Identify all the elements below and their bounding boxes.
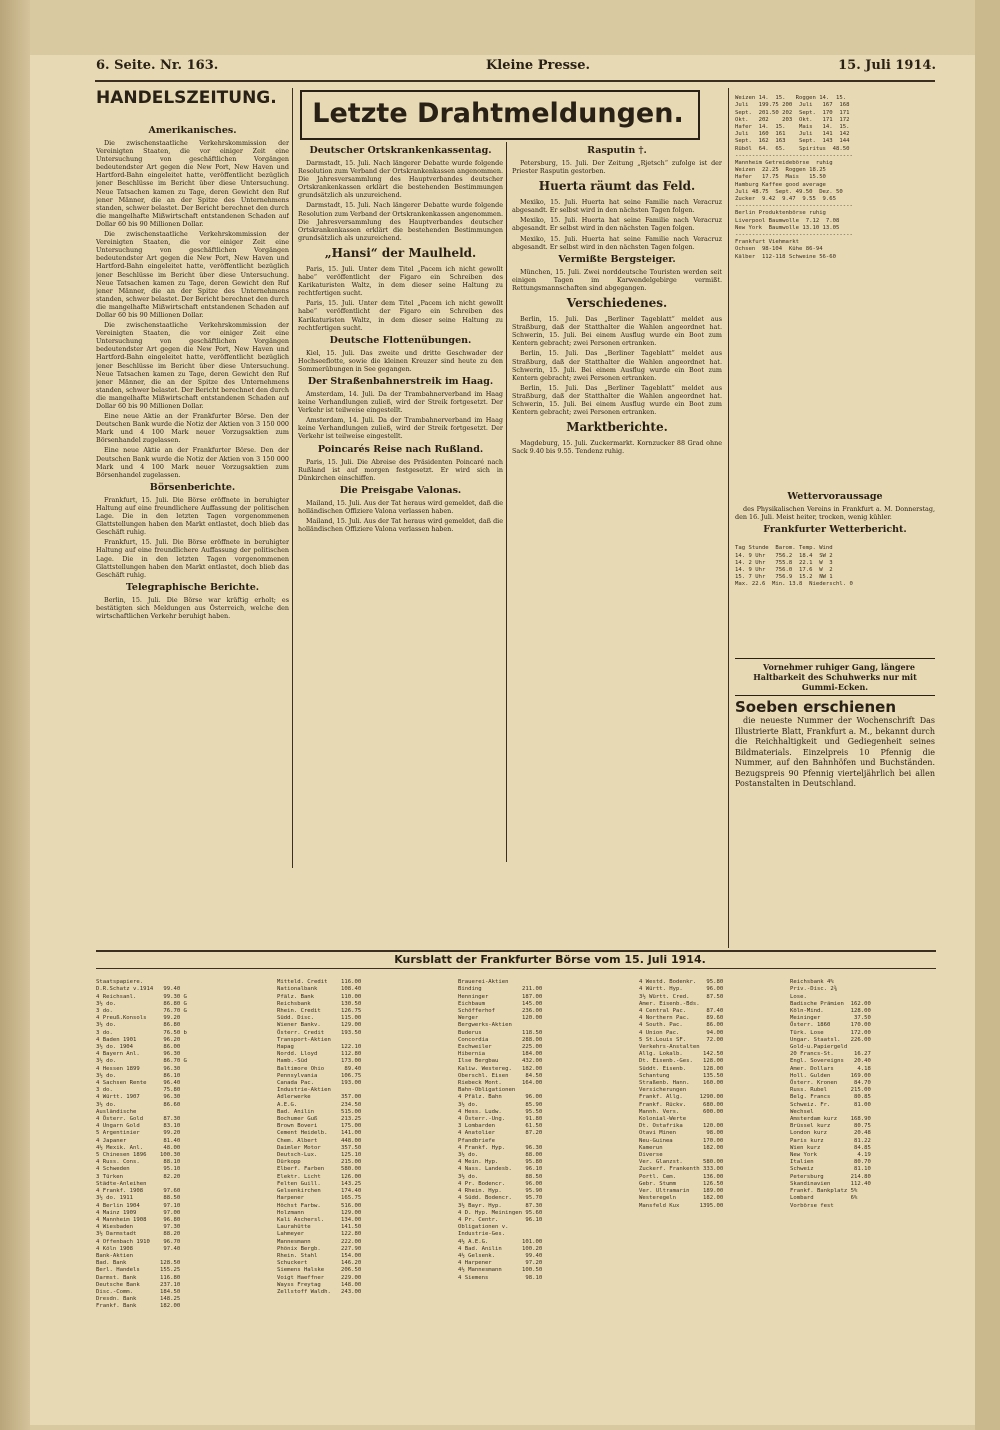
article-text: Mexiko, 15. Juli. Huerta hat seine Familie nach Veracruz abgesandt. Er selbst wird in den nächsten Tagen folgen.	[512, 198, 722, 215]
right-column	[512, 142, 722, 862]
column-divider	[506, 142, 507, 862]
page-edge-right	[975, 0, 1000, 1430]
article-text: Darmstadt, 15. Juli. Nach längerer Debatte wurde folgende Resolution zum Verband der Ortskrankenkassen angenommen. Die Jahresversammlung des Hauptverbandes deutscher Ortskrankenkassen erklärt die bestehenden Bestimmungen grundsätzlich als unzureichend.	[298, 159, 503, 200]
article-heading: Wettervoraussage	[787, 491, 883, 502]
page-number: 6. Seite. Nr. 163.	[96, 58, 219, 73]
article-heading: Verschiedenes.	[566, 296, 668, 311]
paper-name: Kleine Presse.	[486, 58, 591, 73]
article-heading: „Hansi“ der Maulheld.	[324, 245, 477, 260]
article-text: Paris, 15. Juli. Unter dem Titel „Pacem ich nicht gewollt habe“ veröffentlicht der Figaro ein Schreiben des Karikaturisten Waltz, in dem dieser seine Haltung zu rechtfertigen sucht.	[298, 264, 503, 298]
article-text: Mailand, 15. Juli. Aus der Tat heraus wird gemeldet, daß die holländischen Offiziere Valona verlassen haben.	[298, 498, 503, 515]
article-heading: Börsenberichte.	[149, 481, 236, 493]
article-text: Die zwischenstaatliche Verkehrskommission der Vereinigten Staaten, die vor einiger Zeit eine Untersuchung von geschäftlichen Vorgängen bedeutendster Art gegen die New Port, New Haven und Hartford-Bahn eingeleitet hatte, veröffentlicht bezüglich jener Beschlüsse im Bericht über diese Untersuchung. Neue Tatsachen kamen zu Tage, deren Gewicht den Ruf jener Männer, die an der Spitze des Unternehmens standen, schwer belastet. Der Bericht berechnet den durch die mangelhafte Mißwirtschaft entstandenen Schaden auf Dollar 60 bis 90 Millionen Dollar.	[96, 230, 289, 319]
page-header	[96, 58, 936, 80]
article-text: Amsterdam, 14. Juli. Da der Trambahnerverband im Haag keine Verhandlungen zuließ, wird der Streik fortgesetzt. Der Verkehr ist teilweise eingestellt.	[298, 416, 503, 441]
kurs-col-4: 4 Westd. Bodenkr. 95.80 4 Württ. Hyp. 96.00 3½ Württ. Cred. 87.50 Amer. Eisenb.-Bds. 4 Central Pac. 87.40 4 Northern Pac. 89.60 4 South. Pac. 86.00 4 Union Pac. 94.00 5 St.Louis SF. 72.00 Verkehrs-Anstalten Allg. Lokalb. 142.50 Dt. Eisenb.-Ges. 128.00 Süddt. Eisenb. 128.00 Schantung 135.50 Straßenb. Hann. 160.00 Versicherungen Frankf. Allg. 1290.00 Frankf. Rückv. 680.00 Mannh. Vers. 600.00 Kolonial-Werte Dt. Ostafrika 120.00 Otavi Minen 98.00 Neu-Guinea 170.00 Kamerun 182.00 Diverse Ver. Glanzst. 580.00 Zuckerf. Frankenth 333.00 Portl. Cem. 136.00 Gebr. Stumm 126.50 Ver. Ultramarin 189.00 Westeregeln 182.00 Mansfeld Kux 1395.00	[639, 979, 724, 1209]
article-text: des Physikalischen Vereins in Frankfurt a. M. Donnerstag, den 16. Juli. Meist heiter, trocken, wenig kühler.	[735, 505, 935, 522]
article-text: Eine neue Aktie an der Frankfurter Börse. Den der Deutschen Bank wurde die Notiz der Aktien von 3 150 000 Mark und 4 100 Mark neuer Vorzugsaktien zum Börsenhandel zugelassen.	[96, 412, 289, 445]
article-text: Kiel, 15. Juli. Das zweite und dritte Geschwader der Hochseeflotte, sowie die kleinen Kreuzer sind heute zu den Sommerübungen in See gegangen.	[298, 348, 503, 373]
ad-gummi-ecken: Vornehmer ruhiger Gang, längere Haltbarkeit des Schuhwerks nur mit Gummi-Ecken.	[735, 658, 935, 696]
article-text: Berlin, 15. Juli. Das „Berliner Tageblatt“ meldet aus Straßburg, daß der Statthalter die Wahlen angeordnet hat. Schwerin, 15. Juli. Bei einem Ausflug wurde ein Boot zum Kentern gebracht; zwei Personen ertranken.	[512, 383, 722, 417]
article-heading: Huerta räumt das Feld.	[538, 179, 696, 194]
kursblatt-rule	[96, 968, 936, 969]
article-text: Petersburg, 15. Juli. Der Zeitung „Rjetsch“ zufolge ist der Priester Rasputin gestorben.	[512, 159, 722, 176]
article-heading: Der Straßenbahnerstreik im Haag.	[307, 375, 494, 387]
kurs-col-5: Reichsbank 4% Priv.-Disc. 2⅜ Lose. Badische Prämien 162.00 Köln-Mind. 128.00 Meininger 37.50 Österr. 1860 170.00 Türk. Lose 172.00 Ungar. Staatsl. 226.00 Gold-u.Papiergeld 20 Francs-St. 16.27 Engl. Sovereigns 20.40 Amer. Dollars 4.18 Holl. Gulden 169.00 Österr. Kronen 84.70 Russ. Rubel 215.00 Belg. Francs 80.85 Schweiz. Fr. 81.00 Wechsel Amsterdam kurz 168.90 Brüssel kurz 80.75 London kurz 20.48 Paris kurz 81.22 Wien kurz 84.85 New York 4.19 Italien 80.70 Schweiz 81.10 Petersburg 214.80 Skandinavien 112.40 Frankf. Bankplatz 5% Lombard 6% Vorbörse fest	[790, 979, 871, 1209]
kurs-col-2: Mitteld. Credit 116.00 Nationalbank 108.40 Pfälz. Bank 110.00 Reichsbank 130.50 Rhein. Credit 126.75 Südd. Disc. 115.00 Wiener Bankv. 129.00 Österr. Credit 193.50 Transport-Aktien Hapag 122.10 Nordd. Lloyd 112.80 Hamb.-Süd 173.00 Baltimore Ohio 89.40 Pennsylvania 106.75 Canada Pac. 193.00 Industrie-Aktien Adlerwerke 357.00 A.E.G. 234.50 Bad. Anilin 515.00 Bochumer Guß 213.25 Brown Boveri 175.00 Cement Heidelb. 141.00 Chem. Albert 448.00 Daimler Motor 357.50 Deutsch-Lux. 125.10 Dürkopp 215.00 Elberf. Farben 580.00 Elektr. Licht 126.00 Felten Guill. 143.25 Gelsenkirchen 174.40 Harpener 165.75 Höchst Farbw. 516.00 Holzmann 129.00 Kali Aschersl. 134.00 Laurahütte 141.50 Lahmeyer 122.80 Mannesmann 222.00 Phönix Bergb. 227.90 Rhein. Stahl 154.00 Schuckert 146.20 Siemens Halske 206.50 Voigt Haeffner 229.00 Wayss Freytag 148.00 Zellstoff Waldh. 243.00	[277, 979, 362, 1295]
article-heading: Marktberichte.	[566, 420, 668, 435]
article-text: Berlin, 15. Juli. Das „Berliner Tageblatt“ meldet aus Straßburg, daß der Statthalter die Wahlen angeordnet hat. Schwerin, 15. Juli. Bei einem Ausflug wurde ein Boot zum Kentern gebracht; zwei Personen ertranken.	[512, 349, 722, 382]
article-text: Mailand, 15. Juli. Aus der Tat heraus wird gemeldet, daß die holländischen Offiziere Valona verlassen haben.	[298, 517, 503, 534]
article-text: Magdeburg, 15. Juli. Zuckermarkt. Kornzucker 88 Grad ohne Sack 9.40 bis 9.55. Tendenz ruhig.	[512, 439, 722, 456]
article-text: Frankfurt, 15. Juli. Die Börse eröffnete in beruhigter Haltung auf eine freundlichere Auffassung der politischen Lage. Die in den letzten Tagen vorgenommenen Glattstellungen haben den Markt entlastet, doch blieb das Geschäft ruhig.	[96, 538, 289, 579]
ad-text: die neueste Nummer der Wochenschrift Das Illustrierte Blatt, Frankfurt a. M., bekannt durch die Reichhaltigkeit und Gediegenheit seines Bildmaterials. Einzelpreis 10 Pfennig die Nummer, auf den Bahnhöfen und Buchständen. Bezugspreis 90 Pfennig vierteljährlich bei allen Postanstalten in Deutschland.	[735, 716, 935, 789]
article-text: Darmstadt, 15. Juli. Nach längerer Debatte wurde folgende Resolution zum Verband der Ortskrankenkassen angenommen. Die Jahresversammlung des Hauptverbandes deutscher Ortskrankenkassen erklärt die bestehenden Bestimmungen grundsätzlich als unzureichend.	[298, 201, 503, 242]
far-right-column	[735, 88, 935, 948]
article-text: Berlin, 15. Juli. Das „Berliner Tageblatt“ meldet aus Straßburg, daß der Statthalter die Wahlen angeordnet hat. Schwerin, 15. Juli. Bei einem Ausflug wurde ein Boot zum Kentern gebracht; zwei Personen ertranken.	[512, 315, 722, 348]
drahtmeldungen-banner: Letzte Drahtmeldungen.	[312, 98, 684, 129]
article-heading: Vermißte Bergsteiger.	[558, 253, 676, 265]
article-heading: Poincarés Reise nach Rußland.	[317, 443, 484, 455]
handelszeitung-masthead: HANDELSZEITUNG.	[96, 88, 277, 108]
left-column	[96, 122, 289, 882]
article-text: München, 15. Juli. Zwei norddeutsche Touristen werden seit einigen Tagen im Karwendelgebirge vermißt. Rettungsmannschaften sind abgegangen.	[512, 267, 722, 292]
column-divider	[728, 88, 729, 948]
article-text: Berlin, 15. Juli. Die Börse war kräftig erholt; es bestätigten sich Meldungen aus Österreich, welche den wirtschaftlichen Verkehr beruhigt haben.	[96, 595, 289, 620]
kursblatt-rule	[96, 950, 936, 952]
article-text: Paris, 15. Juli. Die Abreise des Präsidenten Poincaré nach Rußland ist auf morgen festgesetzt. Er wird sich in Dünkirchen einschiffen.	[298, 457, 503, 482]
article-heading: Rasputin †.	[587, 145, 647, 156]
article-heading: Die Preisgabe Valonas.	[339, 484, 462, 496]
kursblatt-title: Kursblatt der Frankfurter Börse vom 15. Juli 1914.	[394, 953, 706, 966]
article-text: Paris, 15. Juli. Unter dem Titel „Pacem ich nicht gewollt habe“ veröffentlicht der Figaro ein Schreiben des Karikaturisten Waltz, in dem dieser seine Haltung zu rechtfertigen sucht.	[298, 299, 503, 332]
ad-title: Soeben erschienen	[735, 698, 897, 717]
middle-column	[298, 142, 503, 862]
page-edge-left	[0, 0, 30, 1430]
article-heading: Deutsche Flottenübungen.	[329, 334, 472, 346]
column-divider	[292, 88, 293, 868]
article-text: Mexiko, 15. Juli. Huerta hat seine Familie nach Veracruz abgesandt. Er selbst wird in den nächsten Tagen folgen.	[512, 234, 722, 251]
article-text: Frankfurt, 15. Juli. Die Börse eröffnete in beruhigter Haltung auf eine freundlichere Auffassung der politischen Lage. Die in den letzten Tagen vorgenommenen Glattstellungen haben den Markt entlastet, doch blieb das Geschäft ruhig.	[96, 495, 289, 537]
article-heading: Frankfurter Wetterbericht.	[763, 524, 907, 536]
article-text: Eine neue Aktie an der Frankfurter Börse. Den der Deutschen Bank wurde die Notiz der Aktien von 3 150 000 Mark und 4 100 Mark neuer Vorzugsaktien zum Börsenhandel zugelassen.	[96, 446, 289, 479]
article-text: Mexiko, 15. Juli. Huerta hat seine Familie nach Veracruz abgesandt. Er selbst wird in den nächsten Tagen folgen.	[512, 216, 722, 233]
article-text: Die zwischenstaatliche Verkehrskommission der Vereinigten Staaten, die vor einiger Zeit eine Untersuchung von geschäftlichen Vorgängen bedeutendster Art gegen die New Port, New Haven und Hartford-Bahn eingeleitet hatte, veröffentlicht bezüglich jener Beschlüsse im Bericht über diese Untersuchung. Neue Tatsachen kamen zu Tage, deren Gewicht den Ruf jener Männer, die an der Spitze des Unternehmens standen, schwer belastet. Der Bericht berechnet den durch die mangelhafte Mißwirtschaft entstandenen Schaden auf Dollar 60 bis 90 Millionen Dollar.	[96, 321, 289, 410]
issue-date: 15. Juli 1914.	[838, 58, 936, 73]
article-text: Die zwischenstaatliche Verkehrskommission der Vereinigten Staaten, die vor einiger Zeit eine Untersuchung von geschäftlichen Vorgängen bedeutendster Art gegen die New Port, New Haven und Hartford-Bahn eingeleitet hatte, veröffentlicht bezüglich jener Beschlüsse im Bericht über diese Untersuchung. Neue Tatsachen kamen zu Tage, deren Gewicht den Ruf jener Männer, die an der Spitze des Unternehmens standen, schwer belastet. Der Bericht berechnet den durch die mangelhafte Mißwirtschaft entstandenen Schaden auf Dollar 60 bis 90 Millionen Dollar.	[96, 139, 289, 228]
header-rule	[95, 80, 935, 82]
article-text: Amsterdam, 14. Juli. Da der Trambahnerverband im Haag keine Verhandlungen zuließ, wird der Streik fortgesetzt. Der Verkehr ist teilweise eingestellt.	[298, 389, 503, 415]
kurs-col-3: Brauerei-Aktien Binding 211.00 Henninger 187.00 Eichbaum 145.00 Schöfferhof 236.00 Werger 120.00 Bergwerks-Aktien Buderus 118.50 Concordia 288.00 Eschweiler 225.00 Hibernia 184.00 Ilse Bergbau 432.00 Kaliw. Westereg. 182.00 Oberschl. Eisen 84.50 Riebeck Mont. 164.00 Bahn-Obligationen 4 Pfälz. Bahn 96.00 3½ do. 85.90 4 Hess. Ludw. 95.50 4 Österr.-Ung. 91.80 3 Lombarden 61.50 4 Anatolier 87.20 Pfandbriefe 4 Frankf. Hyp. 96.30 3½ do. 88.00 4 Mein. Hyp. 95.80 4 Nass. Landesb. 96.10 3½ do. 88.50 4 Pr. Bodencr. 96.00 4 Rhein. Hyp. 95.90 4 Südd. Bodencr. 95.70 3½ Bayr. Hyp. 87.30 4 D. Hyp. Meiningen 95.60 4 Pr. Centr. 96.10 Obligationen v. Industrie-Ges. 4½ A.E.G. 101.00 4 Bad. Anilin 100.20 4½ Gelsenk. 99.40 4 Harpener 97.20 4½ Mannesmann 100.50 4 Siemens 98.10	[458, 979, 543, 1281]
market-tables: Weizen 14. 15. Roggen 14. 15. Juli 199.75 200 Juli 167 168 Sept. 201.50 202 Sept. 170 171 Okt. 202 203 Okt. 171 172 Hafer 14. 15. Mais 14. 15. Juli 160 161 Juli 141 142 Sept. 162 163 Sept. 143 144 Rüböl 64. 65. Spiritus 48.50 ----------------------------------- Mannheim Getreidebörse ruhig Weizen 22.25 Roggen 18.25 Hafer 17.75 Mais 15.50 Hamburg Kaffee good average Juli 48.75 Sept. 49.50 Dez. 50 Zucker 9.42 9.47 9.55 9.65 ----------------------------------- Berlin Produktenbörse ruhig Liverpool Baumwolle 7.12 7.08 New York Baumwolle 13.10 13.05 ----------------------------------- Frankfurt Viehmarkt Ochsen 98-104 Kühe 86-94 Kälber 112-118 Schweine 56-60	[735, 95, 853, 260]
weather-table: Tag Stunde Barom. Temp. Wind 14. 9 Uhr 756.2 18.4 SW 2 14. 2 Uhr 755.8 22.1 W 3 14. 9 Uhr 756.0 17.6 W 2 15. 7 Uhr 756.9 15.2 NW 1 Max. 22.6 Min. 13.8 Niederschl. 0	[735, 545, 853, 588]
article-heading: Deutscher Ortskrankenkassentag.	[309, 145, 492, 156]
article-heading: Amerikanisches.	[148, 125, 237, 136]
article-heading: Telegraphische Berichte.	[125, 581, 260, 593]
kurs-col-1: Staatspapiere. D.R.Schatz v.1914 99.40 4 Reichsanl. 99.30 G 3½ do. 86.80 G 3 do. 76.70 G 4 Preuß.Konsols 99.20 3½ do. 86.80 3 do. 76.50 b 4 Baden 1901 96.20 3½ do. 1904 86.00 4 Bayern Anl. 96.30 3½ do. 86.70 G 4 Hessen 1899 96.30 3½ do. 86.10 4 Sachsen Rente 96.40 3 do. 75.80 4 Württ. 1907 96.30 3½ do. 86.60 Ausländische 4 Österr. Gold 87.30 4 Ungarn Gold 83.10 5 Argentinier 99.20 4 Japaner 81.40 4½ Mexik. Anl. 48.00 5 Chinesen 1896 100.30 4 Russ. Cons. 88.10 4 Schweden 95.10 3 Türken 82.20 Städte-Anleihen 4 Frankf. 1908 97.60 3½ do. 1911 88.50 4 Berlin 1904 97.10 4 Mainz 1909 97.00 4 Mannheim 1908 96.80 4 Wiesbaden 97.30 3½ Darmstadt 88.20 4 Offenbach 1910 96.70 4 Köln 1908 97.40 Bank-Aktien Bad. Bank 128.50 Berl. Handels 155.25 Darmst. Bank 116.80 Deutsche Bank 237.10 Disc.-Comm. 184.50 Dresdn. Bank 148.25 Frankf. Bank 182.00	[96, 979, 187, 1310]
